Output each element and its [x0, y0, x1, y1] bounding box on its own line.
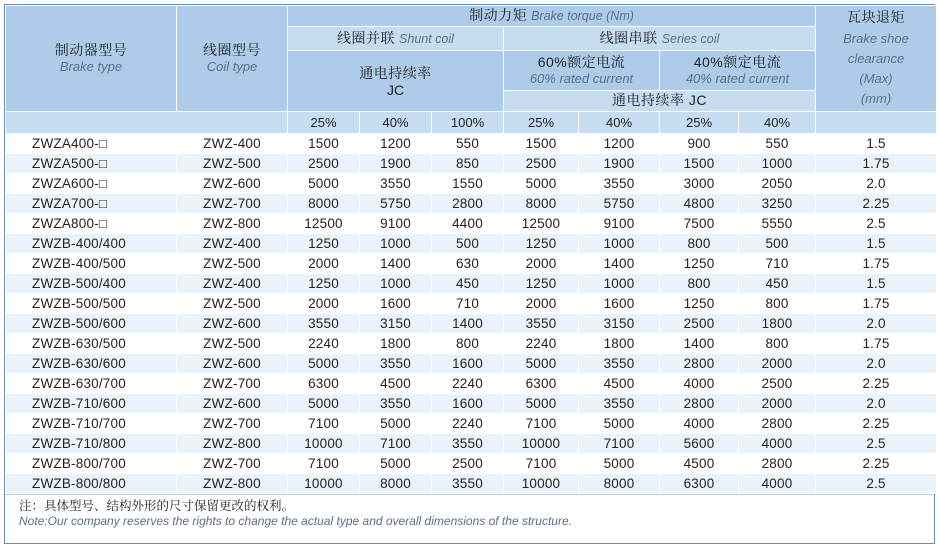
- clearance-cell: 2.25: [816, 454, 937, 474]
- clearance-header: [816, 6, 937, 112]
- torque-cell: 2000: [504, 294, 579, 314]
- torque-cell: 6300: [288, 374, 360, 394]
- footnote-cn: 注：具体型号、结构外形的尺寸保留更改的权利。: [19, 499, 295, 513]
- clearance-cell: 1.5: [816, 234, 937, 254]
- pct-cell: 40%: [739, 112, 816, 134]
- table-row: [6, 254, 937, 274]
- torque-cell: 1600: [579, 294, 660, 314]
- torque-cell: 1200: [360, 134, 432, 154]
- brake-type-cell: ZWZB-710/600: [6, 394, 177, 414]
- torque-cell: 1250: [504, 274, 579, 294]
- table-row: [6, 314, 937, 334]
- coil-type-cell: ZWZ-500: [177, 294, 288, 314]
- torque-cell: 7100: [504, 414, 579, 434]
- torque-cell: 1400: [660, 334, 739, 354]
- brake-type-cn: 制动器型号: [54, 42, 128, 58]
- torque-cell: 3550: [360, 394, 432, 414]
- torque-cell: 2500: [288, 154, 360, 174]
- table-row: [6, 374, 937, 394]
- clearance-cell: 2.0: [816, 314, 937, 334]
- clearance-en-line3: (Max): [859, 70, 893, 86]
- torque-cell: 1800: [579, 334, 660, 354]
- torque-cell: 1500: [504, 134, 579, 154]
- brake-torque-en: Brake torque (Nm): [531, 9, 634, 23]
- coil-type-cell: ZWZ-500: [177, 154, 288, 174]
- coil-type-en: Coil type: [206, 59, 258, 74]
- brake-type-cell: ZWZB-630/600: [6, 354, 177, 374]
- coil-type-cell: ZWZ-500: [177, 254, 288, 274]
- series-jc-label: 通电持续率 JC: [612, 92, 707, 108]
- brake-torque-header: [288, 6, 816, 27]
- torque-cell: 500: [739, 234, 816, 254]
- table-row: [6, 454, 937, 474]
- pct-cell: 25%: [288, 112, 360, 134]
- torque-cell: 3550: [504, 314, 579, 334]
- torque-cell: 2800: [739, 454, 816, 474]
- coil-type-cell: ZWZ-400: [177, 134, 288, 154]
- torque-cell: 800: [660, 234, 739, 254]
- clearance-cell: 2.0: [816, 174, 937, 194]
- series-coil-header: [504, 27, 816, 51]
- brake-type-en: Brake type: [59, 59, 123, 74]
- table-row: [6, 434, 937, 454]
- torque-cell: 1250: [660, 254, 739, 274]
- clearance-cell: 2.0: [816, 354, 937, 374]
- coil-type-cell: ZWZ-600: [177, 174, 288, 194]
- torque-cell: 5600: [660, 434, 739, 454]
- table-row: [6, 294, 937, 314]
- coil-type-cell: ZWZ-500: [177, 334, 288, 354]
- rated-40-en: 40% rated current: [685, 71, 790, 86]
- series-jc-header: [504, 91, 816, 112]
- torque-cell: 7100: [579, 434, 660, 454]
- torque-cell: 2000: [739, 354, 816, 374]
- coil-type-cell: ZWZ-400: [177, 274, 288, 294]
- footnote-en: Note:Our company reserves the rights to change the actual type and overall dimensions of the structure.: [19, 514, 572, 528]
- torque-cell: 800: [739, 334, 816, 354]
- table-row: [6, 474, 937, 494]
- torque-cell: 800: [660, 274, 739, 294]
- torque-cell: 8000: [504, 194, 579, 214]
- table-row: [6, 194, 937, 214]
- torque-cell: 6300: [660, 474, 739, 494]
- torque-cell: 7100: [288, 414, 360, 434]
- torque-cell: 1900: [579, 154, 660, 174]
- brake-type-cell: ZWZA500-□: [6, 154, 177, 174]
- coil-type-cell: ZWZ-800: [177, 434, 288, 454]
- clearance-en-line1: Brake shoe: [843, 30, 909, 46]
- clearance-cell: 2.25: [816, 194, 937, 214]
- clearance-cell: 1.75: [816, 334, 937, 354]
- spec-table-panel: [4, 4, 935, 544]
- torque-cell: 5000: [288, 174, 360, 194]
- pct-cell: 25%: [504, 112, 579, 134]
- torque-cell: 8000: [360, 474, 432, 494]
- torque-cell: 1500: [288, 134, 360, 154]
- brake-type-cell: ZWZA700-□: [6, 194, 177, 214]
- torque-cell: 450: [739, 274, 816, 294]
- torque-cell: 2800: [432, 194, 504, 214]
- coil-type-header: [177, 6, 288, 112]
- coil-type-cell: ZWZ-400: [177, 234, 288, 254]
- torque-cell: 5000: [288, 394, 360, 414]
- torque-cell: 3550: [579, 354, 660, 374]
- shunt-coil-en: Shunt coil: [399, 31, 454, 46]
- torque-cell: 5000: [360, 414, 432, 434]
- pct-cell: 25%: [660, 112, 739, 134]
- brake-type-cell: ZWZB-500/500: [6, 294, 177, 314]
- pct-spacer: [816, 112, 937, 134]
- table-row: [6, 234, 937, 254]
- table-row: [6, 214, 937, 234]
- torque-cell: 550: [739, 134, 816, 154]
- torque-cell: 3550: [288, 314, 360, 334]
- table-row: [6, 334, 937, 354]
- coil-type-cell: ZWZ-700: [177, 374, 288, 394]
- shunt-coil-cn: 线圈并联: [337, 29, 396, 46]
- brake-type-cell: ZWZB-400/500: [6, 254, 177, 274]
- torque-cell: 5000: [504, 394, 579, 414]
- torque-cell: 710: [432, 294, 504, 314]
- torque-cell: 1250: [288, 274, 360, 294]
- table-row: [6, 134, 937, 154]
- torque-cell: 2800: [739, 414, 816, 434]
- coil-type-cell: ZWZ-800: [177, 474, 288, 494]
- brake-type-cell: ZWZB-630/500: [6, 334, 177, 354]
- torque-cell: 7500: [660, 214, 739, 234]
- torque-cell: 450: [432, 274, 504, 294]
- brake-type-cell: ZWZB-500/400: [6, 274, 177, 294]
- torque-cell: 4800: [660, 194, 739, 214]
- torque-cell: 3150: [579, 314, 660, 334]
- torque-cell: 3250: [739, 194, 816, 214]
- torque-cell: 6300: [504, 374, 579, 394]
- torque-cell: 710: [739, 254, 816, 274]
- table-header: [6, 6, 937, 134]
- clearance-cell: 2.5: [816, 214, 937, 234]
- clearance-en-line4: (mm): [860, 90, 892, 106]
- clearance-cell: 1.75: [816, 154, 937, 174]
- brake-type-cell: ZWZB-800/700: [6, 454, 177, 474]
- rated-60-header: [504, 51, 660, 91]
- pct-cell: 100%: [432, 112, 504, 134]
- pct-cell: 40%: [360, 112, 432, 134]
- brake-type-cell: ZWZA600-□: [6, 174, 177, 194]
- torque-cell: 4500: [579, 374, 660, 394]
- clearance-cell: 1.75: [816, 294, 937, 314]
- torque-cell: 2500: [432, 454, 504, 474]
- torque-cell: 10000: [504, 474, 579, 494]
- torque-cell: 10000: [288, 434, 360, 454]
- clearance-cell: 1.75: [816, 254, 937, 274]
- torque-cell: 1000: [360, 234, 432, 254]
- table-row: [6, 274, 937, 294]
- torque-cell: 5000: [288, 354, 360, 374]
- torque-cell: 2500: [660, 314, 739, 334]
- torque-cell: 800: [739, 294, 816, 314]
- coil-type-cell: ZWZ-600: [177, 394, 288, 414]
- torque-cell: 1000: [360, 274, 432, 294]
- torque-cell: 2240: [432, 414, 504, 434]
- torque-cell: 3550: [579, 394, 660, 414]
- torque-cell: 5000: [504, 354, 579, 374]
- clearance-cell: 1.5: [816, 274, 937, 294]
- torque-cell: 1400: [579, 254, 660, 274]
- torque-cell: 5000: [579, 414, 660, 434]
- torque-cell: 4000: [739, 434, 816, 454]
- brake-type-cell: ZWZB-630/700: [6, 374, 177, 394]
- clearance-cell: 2.25: [816, 374, 937, 394]
- torque-cell: 8000: [288, 194, 360, 214]
- torque-cell: 12500: [504, 214, 579, 234]
- torque-cell: 2000: [504, 254, 579, 274]
- torque-cell: 2240: [288, 334, 360, 354]
- coil-type-cn: 线圈型号: [203, 42, 261, 58]
- torque-cell: 2240: [504, 334, 579, 354]
- brake-spec-table: [5, 5, 937, 494]
- torque-cell: 1550: [432, 174, 504, 194]
- clearance-cn: 瓦块退矩: [847, 8, 905, 25]
- torque-cell: 4400: [432, 214, 504, 234]
- torque-cell: 1250: [288, 234, 360, 254]
- torque-cell: 1600: [432, 354, 504, 374]
- coil-type-cell: ZWZ-700: [177, 414, 288, 434]
- coil-type-cell: ZWZ-800: [177, 214, 288, 234]
- torque-cell: 4000: [660, 374, 739, 394]
- torque-cell: 800: [432, 334, 504, 354]
- coil-type-cell: ZWZ-700: [177, 194, 288, 214]
- torque-cell: 5750: [579, 194, 660, 214]
- pct-cell: 40%: [579, 112, 660, 134]
- torque-cell: 550: [432, 134, 504, 154]
- torque-cell: 3000: [660, 174, 739, 194]
- shunt-coil-header: [288, 27, 504, 51]
- torque-cell: 3550: [432, 434, 504, 454]
- shunt-jc-cn: 通电持续率: [359, 64, 432, 81]
- torque-cell: 5000: [579, 454, 660, 474]
- torque-cell: 1200: [579, 134, 660, 154]
- torque-cell: 3550: [579, 174, 660, 194]
- torque-cell: 1500: [660, 154, 739, 174]
- torque-cell: 1250: [660, 294, 739, 314]
- table-row: [6, 414, 937, 434]
- torque-cell: 5000: [360, 454, 432, 474]
- torque-cell: 500: [432, 234, 504, 254]
- torque-cell: 5750: [360, 194, 432, 214]
- torque-cell: 2000: [288, 254, 360, 274]
- torque-cell: 8000: [579, 474, 660, 494]
- table-row: [6, 174, 937, 194]
- table-row: [6, 394, 937, 414]
- torque-cell: 1900: [360, 154, 432, 174]
- torque-cell: 2800: [660, 354, 739, 374]
- torque-cell: 1400: [432, 314, 504, 334]
- torque-cell: 10000: [288, 474, 360, 494]
- torque-cell: 4000: [660, 414, 739, 434]
- series-coil-en: Series coil: [661, 31, 720, 46]
- torque-cell: 3550: [432, 474, 504, 494]
- brake-type-cell: ZWZB-800/800: [6, 474, 177, 494]
- torque-cell: 7100: [504, 454, 579, 474]
- brake-type-cell: ZWZA800-□: [6, 214, 177, 234]
- torque-cell: 1800: [360, 334, 432, 354]
- brake-type-cell: ZWZB-500/600: [6, 314, 177, 334]
- rated-40-cn: 40%额定电流: [693, 54, 782, 70]
- clearance-cell: 2.5: [816, 474, 937, 494]
- torque-cell: 1600: [432, 394, 504, 414]
- torque-cell: 2000: [739, 394, 816, 414]
- clearance-cell: 2.0: [816, 394, 937, 414]
- torque-cell: 4500: [360, 374, 432, 394]
- brake-type-header: [6, 6, 177, 112]
- table-row: [6, 354, 937, 374]
- torque-cell: 1000: [579, 274, 660, 294]
- table-body: [6, 134, 937, 494]
- torque-cell: 12500: [288, 214, 360, 234]
- torque-cell: 5550: [739, 214, 816, 234]
- clearance-cell: 2.5: [816, 434, 937, 454]
- torque-cell: 1400: [360, 254, 432, 274]
- torque-cell: 900: [660, 134, 739, 154]
- brake-type-cell: ZWZA400-□: [6, 134, 177, 154]
- rated-60-cn: 60%额定电流: [537, 54, 626, 70]
- torque-cell: 1800: [739, 314, 816, 334]
- torque-cell: 2500: [504, 154, 579, 174]
- torque-cell: 3150: [360, 314, 432, 334]
- torque-cell: 1000: [739, 154, 816, 174]
- brake-type-cell: ZWZB-710/700: [6, 414, 177, 434]
- brake-torque-cn: 制动力矩: [469, 7, 528, 23]
- rated-40-header: [660, 51, 816, 91]
- table-row: [6, 154, 937, 174]
- rated-60-en: 60% rated current: [529, 71, 634, 86]
- brake-type-cell: ZWZB-710/800: [6, 434, 177, 454]
- torque-cell: 3550: [360, 174, 432, 194]
- series-coil-cn: 线圈串联: [599, 29, 658, 46]
- torque-cell: 2500: [739, 374, 816, 394]
- torque-cell: 2000: [288, 294, 360, 314]
- torque-cell: 9100: [360, 214, 432, 234]
- torque-cell: 630: [432, 254, 504, 274]
- torque-cell: 2800: [660, 394, 739, 414]
- torque-cell: 7100: [288, 454, 360, 474]
- torque-cell: 1000: [579, 234, 660, 254]
- torque-cell: 4000: [739, 474, 816, 494]
- torque-cell: 1600: [360, 294, 432, 314]
- shunt-jc-en: JC: [386, 81, 405, 98]
- clearance-cell: 1.5: [816, 134, 937, 154]
- torque-cell: 2050: [739, 174, 816, 194]
- brake-type-cell: ZWZB-400/400: [6, 234, 177, 254]
- pct-spacer: [6, 112, 288, 134]
- torque-cell: 7100: [360, 434, 432, 454]
- torque-cell: 850: [432, 154, 504, 174]
- torque-cell: 4500: [660, 454, 739, 474]
- torque-cell: 2240: [432, 374, 504, 394]
- clearance-cell: 2.25: [816, 414, 937, 434]
- torque-cell: 5000: [504, 174, 579, 194]
- shunt-jc-header: [288, 51, 504, 112]
- coil-type-cell: ZWZ-700: [177, 454, 288, 474]
- torque-cell: 10000: [504, 434, 579, 454]
- torque-cell: 1250: [504, 234, 579, 254]
- torque-cell: 3550: [360, 354, 432, 374]
- torque-cell: 9100: [579, 214, 660, 234]
- coil-type-cell: ZWZ-600: [177, 314, 288, 334]
- coil-type-cell: ZWZ-600: [177, 354, 288, 374]
- clearance-en-line2: clearance: [847, 50, 905, 66]
- footnote: [5, 494, 934, 529]
